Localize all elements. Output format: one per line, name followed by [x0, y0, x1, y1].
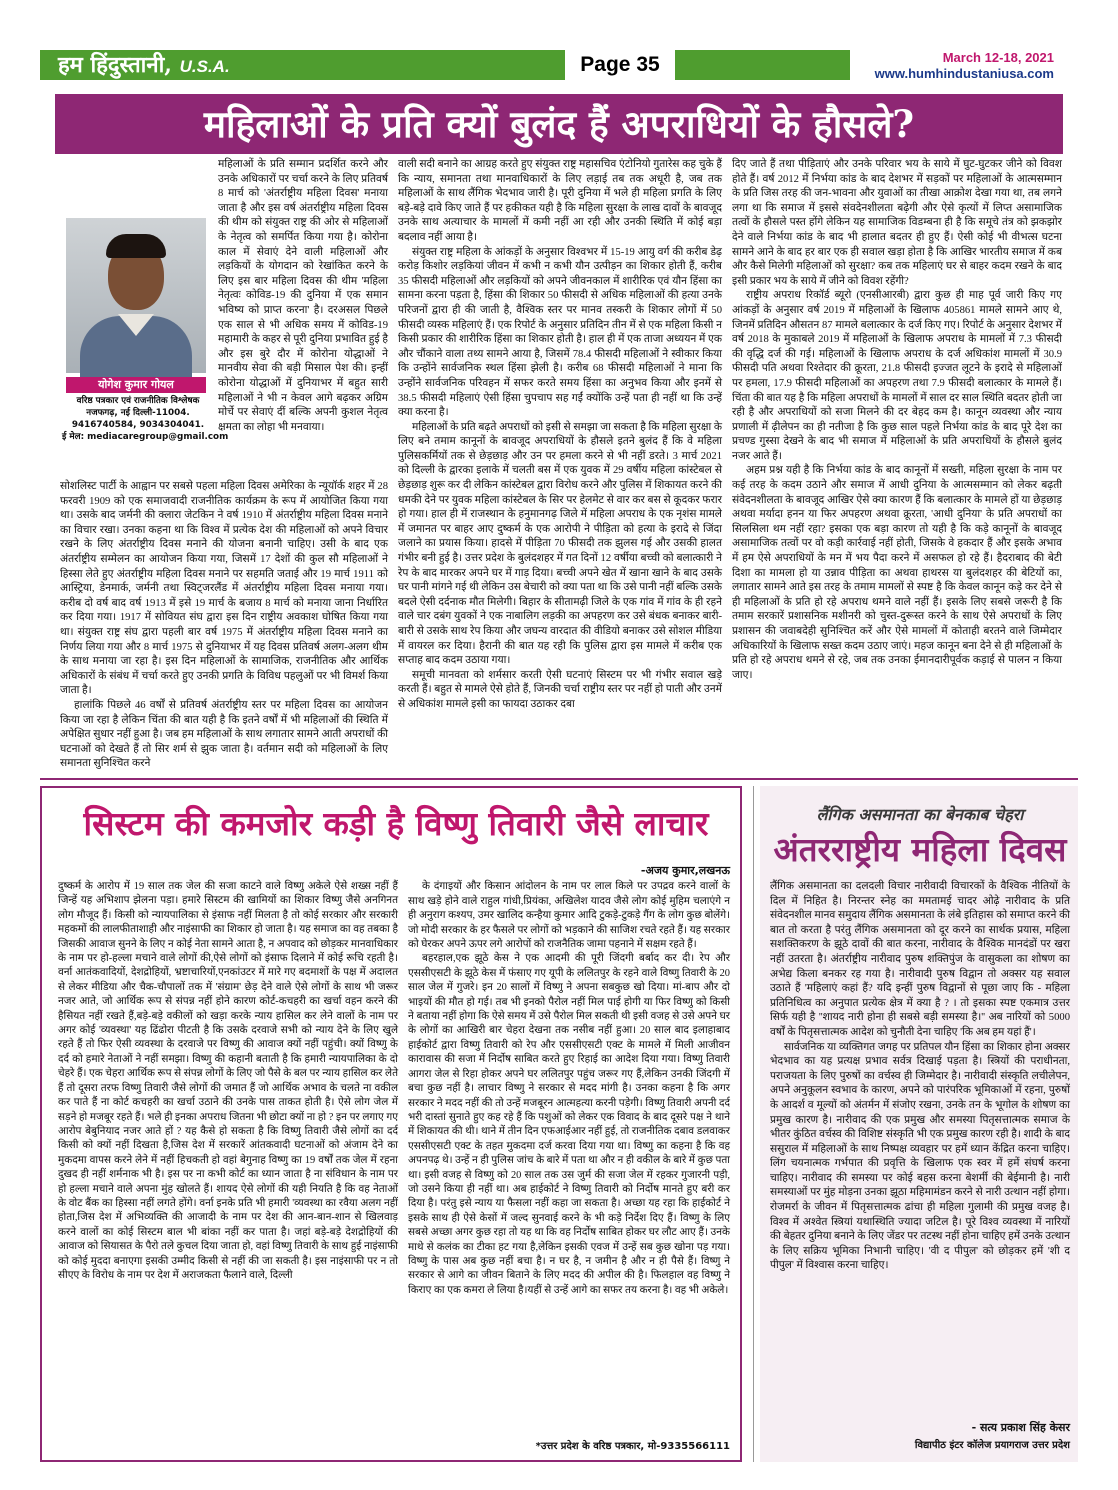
- article1-column-3: [732, 158, 1062, 738]
- article3-paragraph: लैंगिक असमानता का दलदली विचार नारीवादी विचारकों के वैश्विक नीतियों के दिल में निहित है। निरन्तर स्नेह का ममतामई चादर ओढ़े नारीवाद के प्रति संवेदनशील मानव समुदाय लैंगिक असमानता के लंबे इतिहास को समाप्त करने की बात तो करता है परंतु लैंगिक असमानता को दूर करने का सार्थक प्रयास, महिला सशक्तिकरण के झूठे दावों की बात करना, नारीवाद के वैश्विक मानदंडों पर खरा नहीं उतरता है। अंतर्राष्ट्रीय नारीवाद पुरुष शक्तिपुंज के वासुकला का शोषण का अभेद्य किला बनकर रह गया है। नारीवादी पुरुष विद्वान तो अक्सर यह सवाल उठाते हैं 'महिलाएं कहां हैं? यदि इन्हीं पुरुष विद्वानों से पूछा जाए कि - महिला प्रतिनिधित्व का अनुपात प्रत्येक क्षेत्र में क्या है ? । तो इसका स्पष्ट एकमात्र उत्तर सिर्फ यही है ''शायद नारी होना ही सबसे बड़ी समस्या है।'' अब नारियों को 5000 वर्षों के पितृसत्तात्मक आदेश को चुनौती देना चाहिए 'कि अब हम यहां हैं'।: [770, 881, 1070, 1038]
- author-title: वरिष्ठ पत्रकार एवं राजनीतिक विश्लेषक: [76, 396, 200, 406]
- masthead: [0, 0, 1118, 88]
- article1-column-2: [398, 158, 722, 738]
- newspaper-name: हम हिंदुस्तानी, U.S.A.: [58, 52, 230, 78]
- article1-paragraph: संयुक्त राष्ट्र महिला के आंकड़ों के अनुसार विश्वभर में 15-19 आयु वर्ग की करीब डेढ़ करोड़ किशोर लड़कियां जीवन में कभी न कभी यौन उत्पीड़न का शिकार होती हैं, करीब 35 फीसदी महिलाओं और लड़कियों को अपने जीवनकाल में शारीरिक एवं यौन हिंसा का सामना करना पड़ता है, हिंसा की शिकार 50 फीसदी से अधिक महिलाओं की हत्या उनके परिजनों द्वारा ही की जाती है, वैश्विक स्तर पर मानव तस्करी के शिकार लोगों में 50 फीसदी व्यस्क महिलाएं हैं। एक रिपोर्ट के अनुसार प्रतिदिन तीन में से एक महिला किसी न किसी प्रकार की शारीरिक हिंसा का शिकार होती है। हाल ही में एक ताजा अध्ययन में एक और चौंकाने वाला तथ्य सामने आया है, जिसमें 78.4 फीसदी महिलाओं ने स्वीकार किया कि उन्होंने सार्वजनिक स्थल हिंसा झेली है। करीब 68 फीसदी महिलाओं ने माना कि उन्होंने सार्वजनिक परिवहन में सफर करते समय हिंसा का अनुभव किया और इनमें से 38.5 फीसदी महिलाएं ऐसी हिंसा चुपचाप सह गईं क्योंकि उन्हें पता ही नहीं था कि उन्हें क्या करना है।: [398, 246, 722, 419]
- article2-paragraph: बहरहाल,एक झूठे केस ने एक आदमी की पूरी जिंदगी बर्बाद कर दी। रेप और एससीएसटी के झूठे केस में फंसाए गए यूपी के ललितपुर के रहने वाले विष्णु तिवारी के 20 साल जेल में गुजरे। इन 20 सालों में विष्णु ने अपना सबकुछ खो दिया। मां-बाप और दो भाइयों की मौत हो गई। तब भी इनको पैरोल नहीं मिल पाई होगी या फिर विष्णु को किसी ने बताया नहीं होगा कि ऐसे समय में उसे पैरोल मिल सकती थी इसी वजह से उसे अपने घर के लोगों का आखिरी बार चेहरा देखना तक नसीब नहीं हुआ। 20 साल बाद इलाहाबाद हाईकोर्ट द्वारा विष्णु तिवारी को रेप और एससीएसटी एक्ट के मामले में मिली आजीवन कारावास की सजा में निर्दोष साबित करते हुए रिहाई का आदेश दिया गया। विष्णु तिवारी आगरा जेल से रिहा होकर अपने घर ललितपुर पहुंच जरूर गए हैं,लेकिन उनकी जिंदगी में बचा कुछ नहीं है। लाचार विष्णु ने सरकार से मदद मांगी है। उनका कहना है कि अगर सरकार ने मदद नहीं की तो उन्हें मजबूरन आत्महत्या करनी पड़ेगी। विष्णु तिवारी अपनी दर्द भरी दास्तां सुनाते हुए कह रहे हैं कि पशुओं को लेकर एक विवाद के बाद दूसरे पक्ष ने थाने में शिकायत की थी। थाने में तीन दिन एफआईआर नहीं हुई, तो राजनीतिक दबाव डलवाकर एससीएसटी एक्ट के तहत मुकदमा दर्ज करवा दिया गया था। विष्णु का कहना है कि वह अपनपढ़ थे। उन्हें न ही पुलिस जांच के बारे में पता था और न ही वकील के बारे में कुछ पता था। इसी वजह से विष्णु को 20 साल तक उस जुर्म की सजा जेल में रहकर गुजारनी पड़ी, जो उसने किया ही नहीं था। अब हाईकोर्ट ने विष्णु तिवारी को निर्दोष मानते हुए बरी कर दिया है। परंतु इसे न्याय या फैसला नहीं कहा जा सकता है। अच्छा यह रहा कि हाईकोर्ट ने इसके साथ ही ऐसे केसों में जल्द सुनवाई करने के भी कड़े निर्देश दिए हैं। विष्णु के लिए सबसे अच्छा अगर कुछ रहा तो यह था कि वह निर्दोष साबित होकर घर लौट आए हैं। उनके माथे से कलंक का टीका हट गया है,लेकिन इसकी एवज में उन्हें सब कुछ खोना पड़ गया।विष्णु के पास अब कुछ नहीं बचा है। न घर है, न जमीन है और न ही पैसे हैं। विष्णु ने सरकार से आगे का जीवन बिताने के लिए मदद की अपील की है। फिलहाल वह विष्णु ने किराए का एक कमरा ले लिया है।यहीं से उन्हें आगे का सफर तय करना है। वह भी अकेले।: [408, 953, 730, 1296]
- author-location: नजफगढ़, नई दिल्ली-11004.: [86, 408, 190, 418]
- article-headline: महिलाओं के प्रति क्यों बुलंद हैं अपराधियों के हौसले?: [203, 102, 915, 146]
- article1-paragraph: हालांकि पिछले 46 वर्षों से प्रतिवर्ष अंतर्राष्ट्रीय स्तर पर महिला दिवस का आयोजन किया जा रहा है लेकिन चिंता की बात यही है कि इतने वर्षों में भी महिलाओं की स्थिति में अपेक्षित सुधार नहीं हुआ है। जब हम महिलाओं के साथ लगातार सामने आती अपराधों की घटनाओं को देखते हैं तो सिर शर्म से झुक जाता है। वर्तमान सदी को महिलाओं के लिए समानता सुनिश्चित करने: [60, 699, 388, 770]
- article1-paragraph: वाली सदी बनाने का आग्रह करते हुए संयुक्त राष्ट्र महासचिव एंटोनियो गुतारेस कह चुके हैं कि न्याय, समानता तथा मानवाधिकारों के लिए लड़ाई तब तक अधूरी है, जब तक महिलाओं के साथ लैंगिक भेदभाव जारी है। पूरी दुनिया में भले ही महिला प्रगति के लिए बड़े-बड़े दावे किए जाते हैं पर हकीकत यही है कि महिला सुरक्षा के लाख दावों के बावजूद उनके साथ अत्याचार के मामलों में कमी नहीं आ रही और उनकी स्थिति में कोई बड़ा बदलाव नहीं आया है।: [398, 159, 722, 243]
- article3-title: अंतरराष्ट्रीय महिला दिवस: [773, 830, 1067, 869]
- masthead-green-bar-right: [675, 50, 850, 80]
- article2-headline: सिस्टम की कमजोर कड़ी है विष्णु तिवारी जैसे लाचार: [83, 804, 709, 843]
- author-photo-hair: [106, 234, 166, 258]
- article1-paragraph: समूची मानवता को शर्मसार करती ऐसी घटनाएं सिस्टम पर भी गंभीर सवाल खड़े करती हैं। बहुत से मामले ऐसे होते हैं, जिनकी चर्चा राष्ट्रीय स्तर पर नहीं हो पाती और उनमें से अधिकांश मामले इसी का फायदा उठाकर दबा: [398, 669, 722, 710]
- article3-institution: विद्यापीठ इंटर कॉलेज प्रयागराज उत्तर प्रदेश: [914, 1440, 1070, 1451]
- article2-column-1: [58, 880, 398, 1456]
- author-phone: 9416740584, 9034304041.: [71, 420, 205, 430]
- article3-paragraph: सार्वजनिक या व्यक्तिगत जगह पर प्रतिपल यौन हिंसा का शिकार होना अक्सर भेदभाव का यह प्रत्यक्ष प्रभाव सर्वत्र दिखाई पड़ता है। स्त्रियों की पराधीनता, पराजयता के लिए पुरुषों का वर्चस्व ही जिम्मेदार है। नारीवादी संस्कृति लचीलेपन, अपने अनुकूलन स्वभाव के कारण, अपने को पारंपरिक भूमिकाओं में रहना, पुरुषों के आदर्श व मूल्यों को अंतर्मन में संजोए रखना, उनके तन के भूगोल के शोषण का प्रमुख कारण है। नारीवाद की एक प्रमुख और समस्या पितृसत्तात्मक समाज के भीतर कुंठित वर्चस्व की विशिष्ट संस्कृति भी एक प्रमुख कारण रही है। शादी के बाद ससुराल में महिलाओं के साथ निष्पक्ष व्यवहार पर हमें ध्यान केंद्रित करना चाहिए। लिंग चयनात्मक गर्भपात की प्रवृत्ति के खिलाफ एक स्वर में हमें संघर्ष करना चाहिए। नारीवाद की समस्या पर कोई बहस करना बेशर्मी की बेईमानी है। नारी समस्याओं पर मुंह मोड़ना उनका झूठा महिमामंडन करने से नारी उत्थान नहीं होगा। रोजमर्रा के जीवन में पितृसत्तात्मक ढांचा ही महिला गुलामी की प्रमुख वजह है। विश्व में अश्वेत स्त्रियां यथास्थिति ज्यादा जटिल है। पूरे विश्व व्यवस्था में नारियों की बेहतर दुनिया बनाने के लिए जेंडर पर तटस्थ नहीं होना चाहिए हमें उनके उत्थान के लिए सक्रिय भूमिका निभानी चाहिए। 'वी द पीपुल' को छोड़कर हमें 'शी द पीपुल' में विश्वास करना चाहिए।: [770, 1041, 1070, 1272]
- article1-paragraph: दिए जाते हैं तथा पीड़िताएं और उनके परिवार भय के साये में घुट-घुटकर जीने को विवश होते हैं। वर्ष 2012 में निर्भया कांड के बाद देशभर में सड़कों पर महिलाओं के आत्मसम्मान के प्रति जिस तरह की जन-भावना और युवाओं का तीखा आक्रोश देखा गया था, तब लगने लगा था कि समाज में इससे संवदेनशीलता बढ़ेगी और ऐसे कृत्यों में लिप्त असामाजिक तत्वों के हौसले पस्त होंगे लेकिन यह सामाजिक विडम्बना ही है कि समूचे तंत्र को झकझोर देने वाले निर्भया कांड के बाद भी हालात बदतर ही हुए हैं। ऐसी कोई भी वीभत्स घटना सामने आने के बाद हर बार एक ही सवाल खड़ा होता है कि आखिर भारतीय समाज में कब और कैसे मिलेगी महिलाओं को सुरक्षा? कब तक महिलाएं घर से बाहर कदम रखने के बाद इसी प्रकार भय के साये में जीने को विवश रहेंगी?: [732, 159, 1062, 287]
- newspaper-country: U.S.A.: [179, 57, 230, 76]
- article3-kicker: लैंगिक असमानता का बेनकाब चेहरा: [816, 805, 1024, 824]
- article2-footer: *उत्तर प्रदेश के वरिष्ठ पत्रकार, मो-9335566111: [535, 1441, 730, 1452]
- article2-column-2: [408, 864, 730, 1434]
- author-name: योगेश कुमार गोयल: [66, 377, 206, 393]
- page-number: Page 35: [580, 53, 660, 76]
- article1-paragraph: अहम प्रश्न यही है कि निर्भया कांड के बाद कानूनों में सख्ती, महिला सुरक्षा के नाम पर कई तरह के कदम उठाने और समाज में आधी दुनिया के आत्मसम्मान को लेकर बढ़ती संवेदनशीलता के बावजूद आखिर ऐसे क्या कारण हैं कि बलात्कार के मामले हों या छेड़छाड़ अथवा मर्यादा हनन या फिर अपहरण अथवा क्रूरता, 'आधी दुनिया' के प्रति अपराधों का सिलसिला थम नहीं रहा? इसका एक बड़ा कारण तो यही है कि कड़े कानूनों के बावजूद असामाजिक तत्वों पर वो कड़ी कार्रवाई नहीं होती, जिसके वे हकदार हैं और इसके अभाव में हम ऐसे अपराधियों के मन में भय पैदा करने में असफल हो रहे हैं। हैदराबाद की बेटी दिशा का मामला हो या उन्नाव पीड़िता का अथवा हाथरस या बुलंदशहर की बेटियों का, लगातार सामने आते इस तरह के तमाम मामलों से स्पष्ट है कि केवल कानून कड़े कर देने से ही महिलाओं के प्रति हो रहे अपराध थमने वाले नहीं हैं। इसके लिए सबसे जरूरी है कि तमाम सरकारें प्रशासनिक मशीनरी को चुस्त-दुरूस्त करने के साथ ऐसे अपराधों के लिए प्रशासन की जवाबदेही सुनिश्चित करें और ऐसे मामलों में कोताही बरतने वाले जिम्मेदार अधिकारियों के खिलाफ सख्त कदम उठाए जाएं। महज कानून बना देने से ही महिलाओं के प्रति हो रहे अपराध थमने से रहे, जब तक उनका ईमानदारीपूर्वक कड़ाई से पालन न किया जाए।: [732, 465, 1062, 681]
- article1-paragraph: महिलाओं के प्रति सम्मान प्रदर्शित करने और उनके अधिकारों पर चर्चा करने के लिए प्रतिवर्ष 8 मार्च को 'अंतर्राष्ट्रीय महिला दिवस' मनाया जाता है और इस वर्ष अंतर्राष्ट्रीय महिला दिवस की थीम को संयुक्त राष्ट्र की ओर से महिलाओं के नेतृत्व को समर्पित किया गया है। कोरोना काल में सेवाएं देने वाली महिलाओं और लड़कियों के योगदान को रेखांकित करने के लिए इस बार महिला दिवस की थीम 'महिला नेतृत्वः कोविड-19 की दुनिया में एक समान भविष्य को प्राप्त करना' है। दरअसल पिछले एक साल से भी अधिक समय में कोविड-19 महामारी के कहर से पूरी दुनिया प्रभावित हुई है और इस बुरे दौर में कोरोना योद्धाओं ने मानवीय सेवा की बड़ी मिसाल पेश की। इन्हीं कोरोना योद्धाओं में दुनियाभर में बहुत सारी महिलाओं ने भी न केवल आगे बढ़कर अग्रिम मोर्चे पर सेवाएं दीं बल्कि अपनी कुशल नेतृत्व क्षमता का लोहा भी मनवाया।: [218, 159, 388, 433]
- article2-paragraph: दुष्कर्म के आरोप में 19 साल तक जेल की सजा काटने वाले विष्णु अकेले ऐसे शख्स नहीं हैं जिन्हें यह अभिशाप झेलना पड़ा। हमारे सिस्टम की खामियों का शिकार विष्णु जैसे अनगिनत लोग मौजूद हैं। किसी को न्यायपालिका से इंसाफ नहीं मिलता है तो कोई सरकार और सरकारी महकमों की लालफीताशाही और नाइंसाफी का शिकार हो जाता है। यह समाज का वह तबका है जिसकी आवाज सुनने के लिए न कोई नेता सामने आता है, न अपवाद को छोड़कर मानवाधिकार के नाम पर हो-हल्ला मचाने वाले लोगों की,ऐसे लोगों को इंसाफ दिलाने में कोई रूचि रहती है। वर्ना आतंकवादियों, देशद्रोहियों, भ्रष्टाचारियों,एनकांउटर में मारे गए बदमाशों के पक्ष में अदालत से लेकर मीडिया और चैक-चौपालों तक में 'संग्राम' छेड़ देने वाले ऐसे लोगों के साथ भी जरूर नजर आते, जो आर्थिक रूप से संपन्न नहीं होने कारण कोर्ट-कचहरी का खर्चा वहन करने की हैसियत नहीं रखते हैं,बड़े-बड़े वकीलों को खड़ा करके न्याय हासिल कर लेने वालों के नाम पर अगर कोई 'व्यवस्था' यह ढिंढोरा पीटती है कि उसके दरवाजे सभी को न्याय देने के लिए खुले रहते हैं तो फिर ऐसी व्यवस्था के दरवाजे पर विष्णु की आवाज क्यों नहीं पहुंची। क्यों विष्णु के दर्द को हमारे नेताओं ने नहीं समझा। विष्णु की कहानी बताती है कि हमारी न्यायपालिका के दो चेहरे हैं। एक चेहरा आर्थिक रूप से संपन्न लोगों के लिए जो पैसे के बल पर न्याय हासिल कर लेते हैं तो दूसरा तरफ विष्णु तिवारी जैसे लोगों की जमात हैं जो आर्थिक अभाव के चलते ना वकील कर पाते हैं ना कोर्ट कचहरी का खर्चा उठाने की उनके पास ताकत होती है। ऐसे लोग जेल में सड़ने हो मजबूर रहते हैं। भले ही इनका अपराध जितना भी छोटा क्यों ना हो ? इन पर लगाए गए आरोप बेबुनियाद नजर आते हों ? यह कैसे हो सकता है कि विष्णु तिवारी जैसे लोगों का दर्द किसी को क्यों नहीं दिखता है,जिस देश में सरकारें आंतकवादी घटनाओं को अंजाम देने का मुकदमा वापस करने लेने में नहीं हिचकती हो वहां बेगुनाह विष्णु का 19 वर्षों तक जेल में रहना दुखद ही नहीं शर्मनाक भी है। इस पर ना कभी कोर्ट का ध्यान जाता है ना संविधान के नाम पर हो हल्ला मचाने वाले अपना मुंह खोलते हैं। शायद ऐसे लोगों की यही नियति है कि वह नेताओं के वोट बैंक का हिस्सा नहीं लगते होंगे। वर्ना इनके प्रति भी हमारी 'व्यवस्था का रवैया अलग नहीं होता,जिस देश में अभिव्यक्ति की आजादी के नाम पर देश की आन-बान-शान से खिलवाड़ करने वालों का कोई सिस्टम बाल भी बांका नहीं कर पाता है। जहां बड़े-बड़े देशद्रोहियों की आवाज को सियासत के पैरो तले कुचल दिया जाता हो, वहां विष्णु तिवारी के साथ हुई नाइंसाफी को कोई मुददा बनाएगा इसकी उम्मीद किसी से नहीं की जा सकती है। इस नाइंसाफी पर न तो सीएए के विरोध के नाम पर देश में अराजकता फैलाने वाले, दिल्ली: [58, 881, 399, 1281]
- article1-paragraph: राष्ट्रीय अपराध रिकॉर्ड ब्यूरो (एनसीआरबी) द्वारा कुछ ही माह पूर्व जारी किए गए आंकड़ों के अनुसार वर्ष 2019 में महिलाओं के खिलाफ 405861 मामले सामने आए थे, जिनमें प्रतिदिन औसतन 87 मामले बलात्कार के दर्ज किए गए। रिपोर्ट के अनुसार देशभर में वर्ष 2018 के मुकाबले 2019 में महिलाओं के खिलाफ अपराध के मामलों में 7.3 फीसदी की वृद्धि दर्ज की गई। महिलाओं के खिलाफ अपराध के दर्ज अधिकांश मामलों में 30.9 फीसदी पति अथवा रिश्तेदार की क्रूरता, 21.8 फीसदी इज्जत लूटने के इरादे से महिलाओं पर हमला, 17.9 फीसदी महिलाओं का अपहरण तथा 7.9 फीसदी बलात्कार के मामले हैं। चिंता की बात यह है कि महिला अपराधों के मामलों में साल दर साल स्थिति बदतर होती जा रही है और अपराधियों को सजा मिलने की दर बेहद कम है। कानून व्यवस्था और न्याय प्रणाली में ढ़ीलेपन का ही नतीजा है कि कुछ साल पहले निर्भया कांड के बाद पूरे देश का प्रचण्ड गुस्सा देखने के बाद भी समाज में महिलाओं के प्रति अपराधियों के हौसले बुलंद नजर आते हैं।: [732, 290, 1062, 462]
- article3-column: [770, 880, 1070, 1416]
- column-divider: [753, 786, 754, 1462]
- issue-date: March 12-18, 2021: [942, 50, 1054, 65]
- section-divider: [40, 778, 1078, 780]
- article2-paragraph: के दंगाइयों और किसान आंदोलन के नाम पर लाल किले पर उपद्रव करने वालों के साथ खड़े होने वाले राहुल गांधी,प्रियंका, अखिलेश यादव जैसे लोग कोई मुहिम चलाएंगे न ही अनुराग कश्यप, उमर खालिद कन्हैया कुमार आदि टुकड़े-टुकड़े गैंग के लोग कुछ बोलेंगे। जो मोदी सरकार के हर फैसले पर लोगों को भड़काने की साजिश रचते रहते हैं। यह सरकार को घेरकर अपने ऊपर लगे आरोपों को राजनैतिक जामा पहनाने में सक्षम रहते हैं।: [408, 881, 730, 951]
- article2-author: -अजय कुमार,लखनऊ: [640, 864, 730, 877]
- article1-paragraph: सोशलिस्ट पार्टी के आह्वान पर सबसे पहला महिला दिवस अमेरिका के न्यूयॉर्क शहर में 28 फरवरी 1909 को एक समाजवादी राजनीतिक कार्यक्रम के रूप में आयोजित किया गया था। उसके बाद जर्मनी की क्लारा जेटकिन ने वर्ष 1910 में अंतर्राष्ट्रीय महिला दिवस मनाने का विचार रखा। उनका कहना था कि विश्व में प्रत्येक देश की महिलाओं को अपने विचार रखने के लिए अंतर्राष्ट्रीय दिवस मनाने की योजना बनानी चाहिए। उसी के बाद एक अंतर्राष्ट्रीय सम्मेलन का आयोजन किया गया, जिसमें 17 देशों की कुल सौ महिलाओं ने हिस्सा लेते हुए अंतर्राष्ट्रीय महिला दिवस मनाने पर सहमति जताई और 19 मार्च 1911 को आस्ट्रिया, डेनमार्क, जर्मनी तथा स्विट्जरलैंड में अंतर्राष्ट्रीय महिला दिवस मनाया गया। करीब दो वर्ष बाद वर्ष 1913 में इसे 19 मार्च के बजाय 8 मार्च को मनाया जाना निर्धारित कर दिया गया। 1917 में सोवियत संघ द्वारा इस दिन राष्ट्रीय अवकाश घोषित किया गया था। संयुक्त राष्ट्र संघ द्वारा पहली बार वर्ष 1975 में अंतर्राष्ट्रीय महिला दिवस मनाने का निर्णय लिया गया और 8 मार्च 1975 से दुनियाभर में यह दिवस प्रतिवर्ष अलग-अलग थीम के साथ मनाया जा रहा है। इस दिन महिलाओं के सामाजिक, राजनीतिक और आर्थिक अधिकारों के संबंध में चर्चा करते हुए उनकी प्रगति के विविध पहलुओं पर भी विमर्श किया जाता है।: [60, 481, 388, 697]
- author-photo: [66, 218, 206, 373]
- article3-signature: - सत्य प्रकाश सिंह केसर: [971, 1421, 1070, 1434]
- author-email[interactable]: ई मेल: mediacaregroup@gmail.com: [62, 432, 229, 442]
- article1-column-1-bottom: [60, 480, 388, 770]
- article1-paragraph: महिलाओं के प्रति बढ़ते अपराधों को इसी से समझा जा सकता है कि महिला सुरक्षा के लिए बने तमाम कानूनों के बावजूद अपराधियों के हौसले इतने बुलंद हैं कि वे महिला पुलिसकर्मियों तक से छेड़छाड़ और उन पर हमला करने से भी नहीं डरते। 3 मार्च 2021 को दिल्ली के द्वारका इलाके में चलती बस में एक युवक में 29 वर्षीय महिला कांस्टेबल से छेड़छाड़ शुरू कर दी लेकिन कांस्टेबल द्वारा विरोध करने और पुलिस में शिकायत करने की धमकी देने पर युवक महिला कांस्टेबल के सिर पर हेलमेट से वार कर बस से कूदकर फरार हो गया। हाल ही में राजस्थान के हनुमानगढ़ जिले में महिला अपराध के एक नृशंस मामले में जमानत पर बाहर आए दुष्कर्म के एक आरोपी ने पीड़िता को हत्या के इरादे से जिंदा जलाने का प्रयास किया। हादसे में पीड़िता 70 फीसदी तक झुलस गई और उसकी हालत गंभीर बनी हुई है। उत्तर प्रदेश के बुलंदशहर में गत दिनों 12 वर्षीया बच्ची को बलात्कारी ने रेप के बाद मारकर अपने घर में गाड़ दिया। बच्ची अपने खेत में खाना खाने के बाद उसके घर पानी मांगने गई थी लेकिन उस बेचारी को क्या पता था कि उसे पानी नहीं बल्कि उसके बदले ऐसी दर्दनाक मौत मिलेगी। बिहार के सीतामढ़ी जिले के एक गांव में गांव के ही रहने वाले चार दबंग युवकों ने एक नाबालिग लड़की का अपहरण कर उसे बंधक बनाकर बारी-बारी से उसके साथ रेप किया और जघन्य वारदात की वीडियो बनाकर उसे सोशल मीडिया में वायरल कर दिया। हैरानी की बात यह रही कि पुलिस द्वारा इस मामले में करीब एक सप्ताह बाद कदम उठाया गया।: [398, 421, 722, 667]
- website-link[interactable]: www.humhindustaniusa.com: [874, 66, 1054, 81]
